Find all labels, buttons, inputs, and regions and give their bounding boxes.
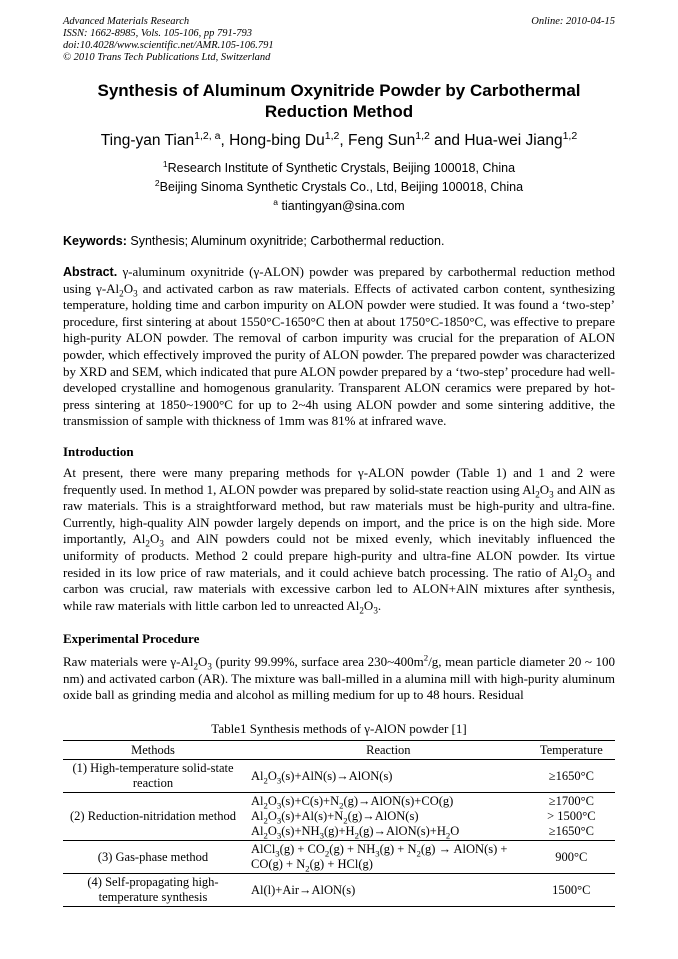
author-name: Hong-bing Du [229,132,325,149]
paragraph-text: and AlN powders could not be mixed evenly, which inevitably influenced the uniformity of products. Method 2 could prepare high-purity and ultra-fine ALON powder. Its virtue resided in its low price of raw materials, and it could achieve batch processing. The ratio of Al [63,531,616,580]
abstract [63,264,615,430]
subscript: 2 [193,661,199,672]
abstract-label: Abstract. [63,265,118,279]
subscript: 3 [549,489,554,500]
email-mark: a [273,196,279,207]
author-name: Ting-yan Tian [100,132,195,149]
method-cell: (3) Gas-phase method [63,841,243,874]
temperature-cell [528,760,615,793]
subscript: 3 [587,572,592,583]
subscript: 3 [133,288,138,299]
reaction-equation: $Al_2O_3(s)+C(s)+N_2(g)\to AlON(s)+CO(g)$ [250,794,454,811]
table-row [63,793,615,841]
temperature-cell [528,874,615,907]
affiliation-2 [63,179,615,195]
online-date: Online: 2010-04-15 [531,16,615,27]
temperature-value: 1500°C [552,882,591,897]
paragraph-text: O [577,564,588,580]
reaction-equation: $Al_2O_3(s)+Al(s)+N_2(g)\to AlON(s)$ [250,809,419,826]
paragraph-text: Raw materials were γ-Al [63,654,194,669]
author-name: Hua-wei Jiang [464,132,563,149]
paragraph-text: and AlN as raw materials. This is a straightforward method, but raw materials must be high-purity and ultra-fine. Currently, high-quality AlN powder largely depends on import, and the price is on the high side. More importantly, Al [63,481,616,547]
author-affiliation-mark: 1,2 [562,129,578,142]
method-cell: (1) High-temperature solid-state reaction [63,760,243,793]
paragraph-text: O [149,531,160,547]
author-affiliation-mark: 1,2 [415,129,430,142]
title-line-2: Reduction Method [264,102,414,121]
section-heading-experimental: Experimental Procedure [63,631,200,646]
superscript: 2 [423,652,429,663]
table-header-row [63,741,615,760]
temperature-value: 900°C [555,849,588,864]
column-header-methods: Methods [63,741,243,760]
subscript: 3 [207,661,212,672]
synthesis-methods-table [63,740,615,907]
affiliation-mark: 1 [162,158,168,169]
author-separator: , [220,132,230,149]
author-name: Feng Sun [348,132,416,149]
subscript: 2 [359,605,364,616]
reaction-equation: Al(l)+Air→AlON(s) [250,882,356,897]
introduction-paragraph [63,465,615,614]
paragraph-text: and carbon was crucial, raw materials with excessive carbon led to ALON+AlN mixtures after synthesis, while raw materials with little carbon led to unreacted Al [63,564,616,613]
table-row [63,760,615,793]
title-line-1: Synthesis of Aluminum Oxynitride Powder by Carbothermal [97,81,581,100]
temperature-value: > 1500°C [547,809,596,823]
temperature-cell [528,793,615,841]
reaction-cell [243,793,528,841]
paragraph-text: At present, there were many preparing methods for γ-ALON powder (Table 1) and 1 and 2 were frequently used. In method 1, ALON powder was prepared by solid-state reaction using Al [63,465,615,497]
paragraph-text: O [363,597,374,613]
author-affiliation-mark: 1,2, a [194,129,221,142]
column-header-temperature: Temperature [528,741,615,760]
author-affiliation-mark: 1,2 [324,129,340,142]
paragraph-text: O [539,481,550,497]
paragraph-text: O [198,654,208,669]
table-caption: Table1 Synthesis methods of γ-AlON powder [1] [211,721,467,736]
section-heading-introduction: Introduction [63,444,134,459]
temperature-value: ≥1700°C [548,794,594,808]
keywords-label: Keywords: [63,234,127,248]
reaction-equation: $Al_2O_3(s)+AlN(s)\to AlON(s)$ [250,768,393,785]
temperature-value: ≥1650°C [548,824,594,838]
abstract-text: γ-aluminum oxynitride (γ-ALON) powder was prepared by carbothermal reduction method using γ-Al [63,264,615,296]
paragraph-text: (purity 99.99%, surface area 230~400m [215,654,424,669]
reaction-equation: $Al_2O_3(s)+NH_3(g)+H_2(g)\to AlON(s)+H_2O$ [250,824,460,841]
subscript: 2 [145,538,150,549]
copyright: © 2010 Trans Tech Publications Ltd, Switzerland [63,52,271,63]
author-email [63,198,615,214]
method-cell: (2) Reduction-nitridation method [63,793,243,841]
affiliation-mark: 2 [154,177,160,188]
reaction-cell [243,760,528,793]
paragraph-text: /g, mean particle diameter 20 ~ 100 nm) and activated carbon (AR). The mixture was ball-milled in a alumina mill with high-purity aluminum oxide ball as grinding media and alcohol as milling medium for up to 48 hours. Residual [63,654,616,703]
column-header-reaction: Reaction [243,741,528,760]
temperature-value: ≥1650°C [548,768,594,783]
table-body [63,760,615,907]
subscript: 2 [573,572,578,583]
abstract-text: O [123,280,134,296]
issn: ISSN: 1662-8985, Vols. 105-106, pp 791-793 [63,28,252,39]
doi: doi:10.4028/www.scientific.net/AMR.105-106.791 [63,40,274,51]
reaction-cell [243,841,528,874]
author-separator: and [429,132,465,149]
paper-title [63,80,615,122]
keywords-text: Synthesis; Aluminum oxynitride; Carbothermal reduction. [130,234,445,248]
journal-name: Advanced Materials Research [63,16,190,27]
table-row [63,874,615,907]
method-cell: (4) Self-propagating high-temperature synthesis [63,874,243,907]
subscript: 3 [159,538,164,549]
reaction-equation: AlCl$_3$(g) + $CO_2(g) + NH_3(g) + N_2(g)$ → AlON(s) + $CO(g) + N_2(g) + HCl(g)$ [250,842,508,874]
affiliation-1 [63,160,615,176]
table-row [63,841,615,874]
subscript: 2 [119,288,124,299]
author-separator: , [339,132,349,149]
journal-header [63,16,274,64]
abstract-text: and activated carbon as raw materials. Effects of activated carbon content, synthesizing temperature, holding time and carbon impurity on ALON powder were studied. It was found a ‘two-step’ procedure, first sintering at about 1550°C-1650°C then at about 1750°C-1850°C, was effective to prepare high-purity ALON powder. The removal of carbon impurity was crucial for the preparation of ALON powder, which effectively improved the purity of ALON powder. The prepared powder was characterized by XRD and SEM, which indicated that pure ALON powder prepared by a ‘two-step’ procedure had well-developed crystalline and homogenous granularity. Transparent ALON ceramics were prepared by hot-press sintering at 1850~1900°C for up to 2~4h using ALON powder and some sintering additive, the transmission of sample with thickness of 1mm was 81% at infrared wave. [63,280,616,429]
temperature-cell [528,841,615,874]
subscript: 2 [535,489,540,500]
reaction-cell [243,874,528,907]
affiliation-text: Beijing Sinoma Synthetic Crystals Co., Ltd, Beijing 100018, China [159,180,524,194]
author-list [63,131,615,151]
email-text: tiantingyan@sina.com [281,199,405,213]
affiliation-text: Research Institute of Synthetic Crystals, Beijing 100018, China [167,161,516,175]
paragraph-text: . [377,597,382,613]
experimental-paragraph [63,654,615,704]
keywords [63,233,615,249]
subscript: 3 [373,605,378,616]
